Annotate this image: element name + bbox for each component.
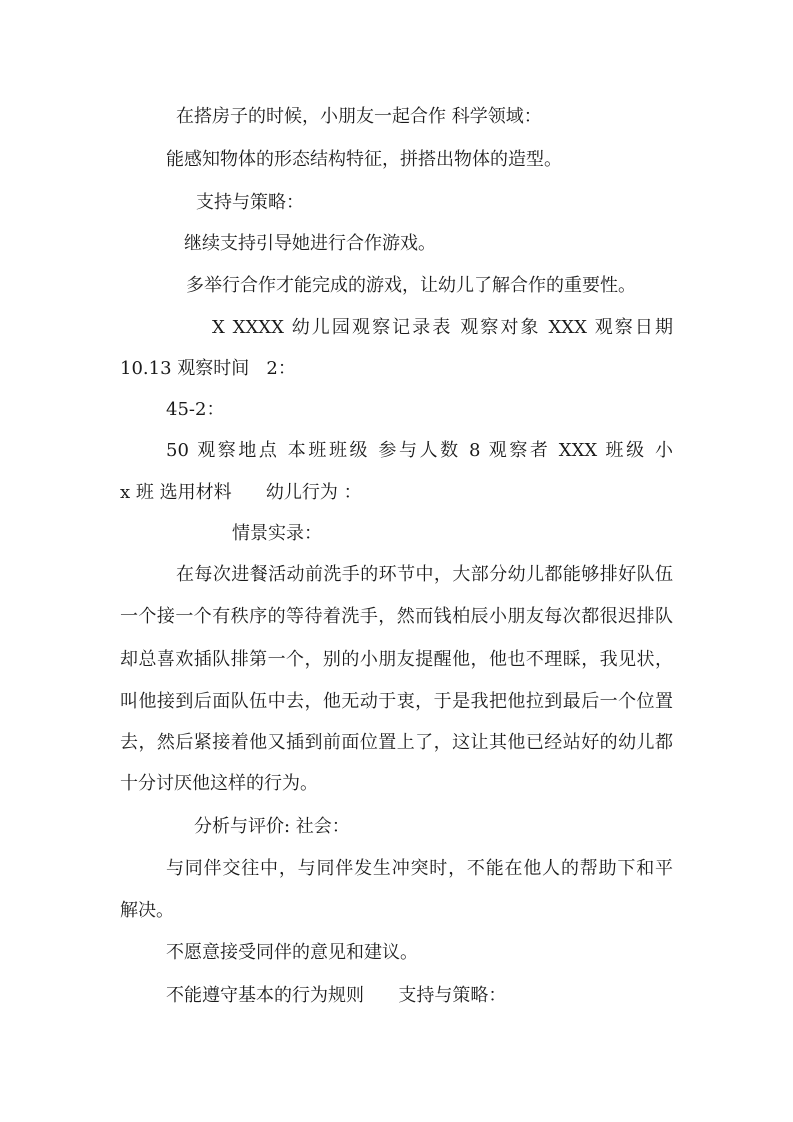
text-line: 在搭房子的时候，小朋友一起合作 科学领域： <box>176 106 542 127</box>
section-heading: 情景实录： <box>232 523 322 544</box>
text-line: 继续支持引导她进行合作游戏。 <box>184 233 436 254</box>
paragraph-line: 叫他接到后面队伍中去，他无动于衷，于是我把他拉到最后一个位置 <box>120 691 673 712</box>
paragraph-line: 在每次进餐活动前洗手的环节中，大部分幼儿都能够排好队伍 <box>176 564 673 585</box>
paragraph-line: 解决。 <box>120 900 174 921</box>
text-line: 多举行合作才能完成的游戏，让幼儿了解合作的重要性。 <box>186 275 636 296</box>
text-line: 不愿意接受同伴的意见和建议。 <box>166 942 418 963</box>
section-heading: 支持与策略： <box>196 192 304 213</box>
text-line: 不能遵守基本的行为规则 支持与策略： <box>166 985 507 1006</box>
form-info-line: 50 观察地点 本班班级 参与人数 8 观察者 XXX 班级 小 <box>166 440 673 461</box>
paragraph-line: 却总喜欢插队排第一个，别的小朋友提醒他，他也不理睬，我见状， <box>120 649 673 670</box>
text-line: 10.13 观察时间 2： <box>120 358 296 379</box>
paragraph-line: 一个接一个有秩序的等待着洗手，然而钱柏辰小朋友每次都很迟排队 <box>120 606 673 627</box>
paragraph-line: 去，然后紧接着他又插到前面位置上了，这让其他已经站好的幼儿都 <box>120 732 673 753</box>
section-heading: 分析与评价: 社会： <box>194 816 350 837</box>
paragraph-line: 与同伴交往中，与同伴发生冲突时，不能在他人的帮助下和平 <box>166 858 673 879</box>
paragraph-line: 十分讨厌他这样的行为。 <box>120 773 318 794</box>
text-line: x 班 选用材料 幼儿行为 ： <box>120 482 362 503</box>
form-header-line: X XXXX 幼儿园观察记录表 观察对象 XXX 观察日期 <box>212 317 673 338</box>
text-line: 能感知物体的形态结构特征，拼搭出物体的造型。 <box>166 149 562 170</box>
text-line: 45-2： <box>166 399 225 420</box>
